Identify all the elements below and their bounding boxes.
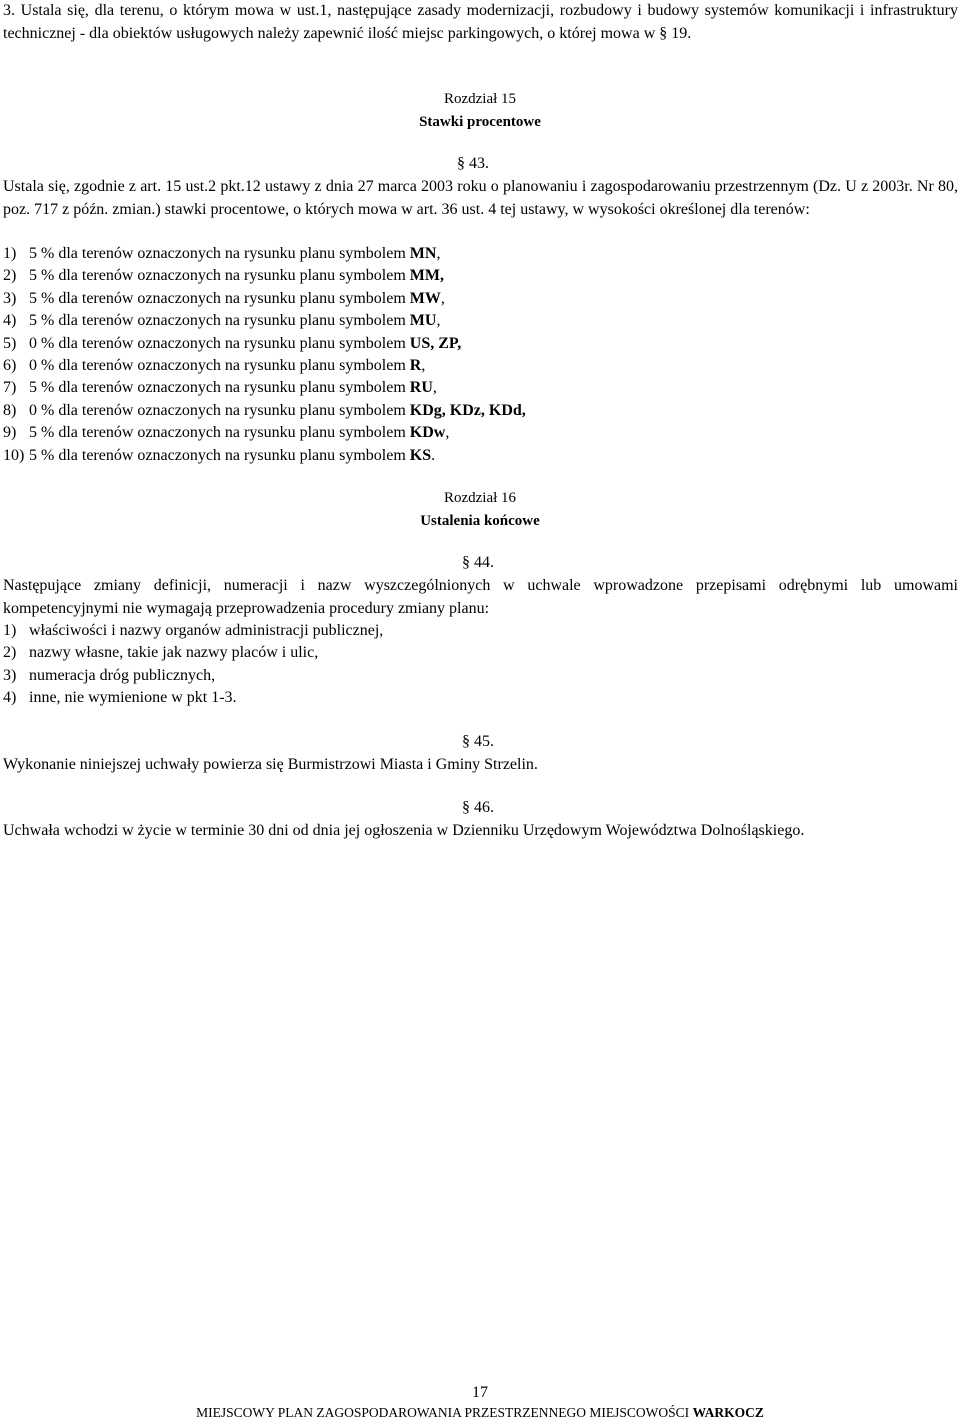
chapter-15-label: Rozdział 15 (443, 91, 517, 107)
list-item (3, 620, 903, 642)
list-item-number: 5) (3, 334, 17, 352)
list-item-text: 5 % dla terenów oznaczonych na rysunku planu symbolem (29, 289, 410, 307)
list-item-number: 7) (3, 379, 17, 397)
list-item-number: 6) (3, 356, 17, 374)
list-item (3, 377, 903, 399)
list-item-symbol: MM, (409, 267, 444, 285)
chapter-15-title: Stawki procentowe (419, 114, 541, 130)
list-item-end: , (432, 379, 437, 397)
list-item-text: nazwy własne, takie jak nazwy placów i ulic, (29, 644, 319, 662)
list-item-number: 2) (3, 267, 17, 285)
list-item-symbol: KDg, KDz, KDd, (409, 401, 526, 419)
list-item-text: 5 % dla terenów oznaczonych na rysunku planu symbolem (29, 379, 410, 397)
section-44-intro: Następujące zmiany definicji, numeracji i nazw wyszczególnionych w uchwale wprowadzone przepisami odrębnymi lub umowami kompetencyjnymi nie wymagają przeprowadzenia procedury zmiany planu: (3, 577, 958, 617)
list-item-text: 0 % dla terenów oznaczonych na rysunku planu symbolem (29, 356, 410, 374)
list-item-text: 5 % dla terenów oznaczonych na rysunku planu symbolem (29, 267, 410, 285)
list-item-text: numeracja dróg publicznych, (29, 666, 216, 684)
list-item-text: 0 % dla terenów oznaczonych na rysunku planu symbolem (29, 334, 410, 352)
section-44-list (3, 620, 903, 710)
list-item-number: 10) (3, 446, 25, 464)
list-item-number: 4) (3, 689, 17, 707)
list-item-symbol: KDw (409, 424, 446, 442)
list-item-text: właściwości i nazwy organów administracji publicznej, (29, 622, 384, 639)
section-45-text: Wykonanie niniejszej uchwały powierza się Burmistrzowi Miasta i Gminy Strzelin. (3, 756, 538, 773)
list-item-symbol: MW (409, 289, 441, 307)
list-item-symbol: US, ZP, (409, 334, 462, 352)
list-item-symbol: RU (409, 379, 433, 397)
section-43-intro: Ustala się, zgodnie z art. 15 ust.2 pkt.12 ustawy z dnia 27 marca 2003 roku o planowaniu i zagospodarowaniu przestrzennym (Dz. U z 2003r. Nr 80, poz. 717 z późn. zmian.) stawki procentowe, o których mowa w art. 36 ust. 4 tej ustawy, w wysokości określonej dla terenów: (3, 178, 958, 218)
list-item-end: , (445, 424, 450, 442)
list-item-symbol: MU (409, 312, 437, 330)
footer-title-bold: WARKOCZ (692, 1405, 764, 1420)
section-46-label: § 46. (462, 799, 494, 816)
list-item-symbol: R (409, 356, 422, 374)
list-item (3, 687, 903, 709)
list-item (3, 310, 903, 332)
list-item-text: 0 % dla terenów oznaczonych na rysunku planu symbolem (29, 401, 410, 419)
list-item-number: 8) (3, 401, 17, 419)
list-item-text: inne, nie wymienione w pkt 1-3. (29, 689, 237, 707)
section-46-text: Uchwała wchodzi w życie w terminie 30 dni od dnia jej ogłoszenia w Dzienniku Urzędowym Województwa Dolnośląskiego. (3, 822, 805, 839)
list-item (3, 333, 903, 355)
list-item-text: 5 % dla terenów oznaczonych na rysunku planu symbolem (29, 446, 410, 464)
list-item-end: . (431, 446, 436, 464)
section-43-label: § 43. (457, 155, 489, 172)
list-item (3, 445, 903, 467)
list-item-number: 3) (3, 289, 17, 307)
list-item-symbol: MN (409, 245, 437, 262)
list-item (3, 355, 903, 377)
list-item (3, 400, 903, 422)
list-item (3, 642, 903, 664)
section-45-label: § 45. (462, 733, 494, 750)
page-number: 17 (472, 1384, 488, 1401)
list-item-end: , (436, 245, 441, 262)
chapter-16-label: Rozdział 16 (443, 490, 517, 506)
list-item (3, 265, 903, 287)
list-item-number: 3) (3, 666, 17, 684)
list-item-text: 5 % dla terenów oznaczonych na rysunku planu symbolem (29, 424, 410, 442)
list-item-number: 9) (3, 424, 17, 442)
list-item-symbol: KS (409, 446, 432, 464)
list-item (3, 243, 903, 265)
chapter-16-title: Ustalenia końcowe (420, 513, 540, 529)
list-item-number: 2) (3, 644, 17, 662)
list-item-text: 5 % dla terenów oznaczonych na rysunku planu symbolem (29, 312, 410, 330)
list-item-text: 5 % dla terenów oznaczonych na rysunku planu symbolem (29, 245, 410, 262)
list-item-number: 1) (3, 622, 17, 639)
footer-title (0, 1404, 960, 1422)
list-item (3, 665, 903, 687)
list-item-end: , (436, 312, 441, 330)
section-44-label: § 44. (462, 554, 494, 571)
list-item-number: 1) (3, 245, 17, 262)
section-43-list (3, 243, 903, 467)
paragraph-item-3: 3. Ustala się, dla terenu, o którym mowa w ust.1, następujące zasady modernizacji, rozbudowy i budowy systemów komunikacji i infrastruktury technicznej - dla obiektów usługowych należy zapewnić ilość miejsc parkingowych, o której mowa w § 19. (3, 2, 958, 42)
list-item-end: , (421, 356, 426, 374)
list-item (3, 288, 903, 310)
list-item-end: , (440, 289, 445, 307)
list-item (3, 422, 903, 444)
footer-title-text: MIEJSCOWY PLAN ZAGOSPODAROWANIA PRZESTRZENNEGO MIEJSCOWOŚCI (196, 1405, 693, 1420)
list-item-number: 4) (3, 312, 17, 330)
